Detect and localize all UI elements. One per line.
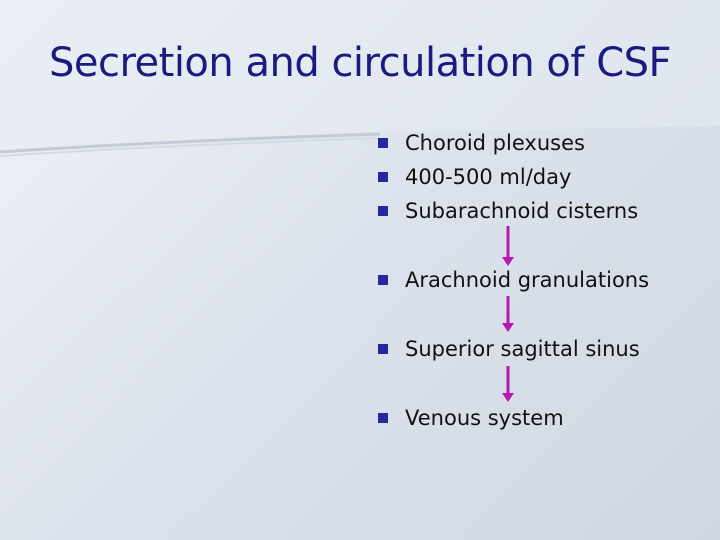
bullet-text: Choroid plexuses [405,131,585,155]
bullet-superior-sagittal-sinus [378,334,640,364]
square-bullet-icon [378,344,388,354]
square-bullet-icon [378,413,388,423]
down-arrow-icon [498,226,518,268]
bullet-text: Superior sagittal sinus [405,337,640,361]
bullet-subarachnoid-cisterns [378,196,638,226]
bullet-venous-system [378,403,564,433]
square-bullet-icon [378,206,388,216]
bullet-choroid-plexuses [378,128,585,158]
down-arrow-icon [498,366,518,404]
bullet-text: Arachnoid granulations [405,268,650,292]
square-bullet-icon [378,275,388,285]
bullet-text: Venous system [405,406,564,430]
bullet-arachnoid-granulations [378,265,649,295]
bullet-csf-volume [378,162,571,192]
square-bullet-icon [378,138,388,148]
down-arrow-icon [498,296,518,334]
slide-title: Secretion and circulation of CSF [48,40,672,86]
square-bullet-icon [378,172,388,182]
bullet-text: Subarachnoid cisterns [405,199,639,223]
bullet-text: 400-500 ml/day [405,165,572,189]
